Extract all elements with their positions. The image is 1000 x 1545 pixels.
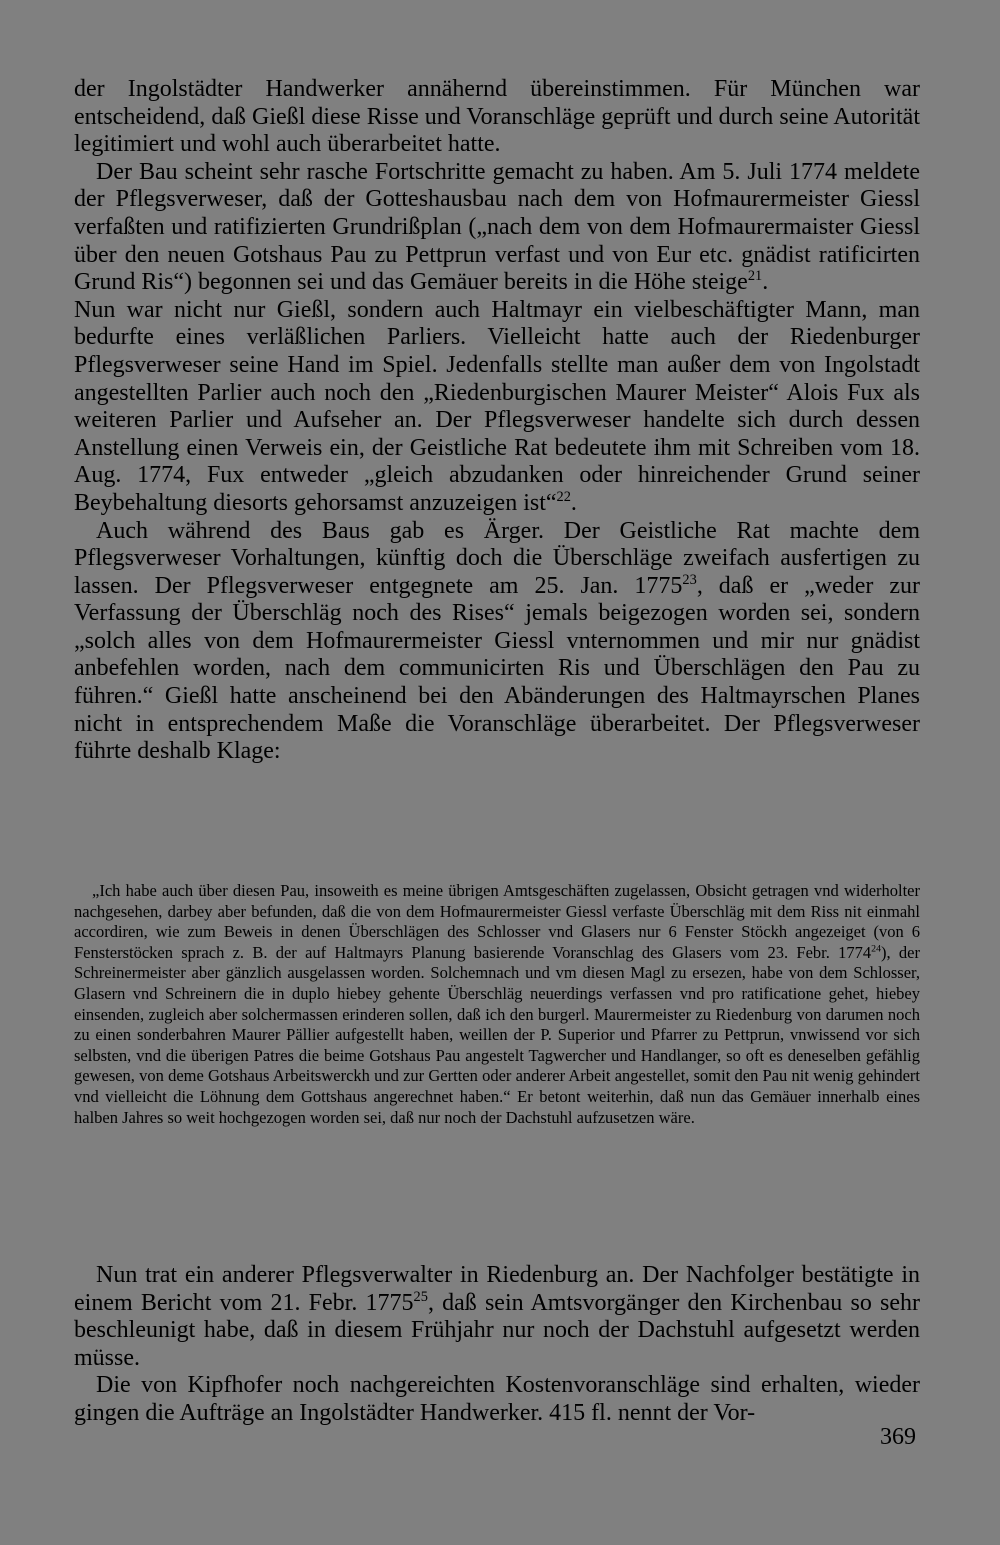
paragraph-3-text: Nun war nicht nur Gießl, sondern auch Haltmayr ein vielbeschäftigter Mann, man bedurfte eines verläßlichen Parliers. Vielleicht hatte auch der Riedenburger Pflegsverweser seine Hand im Spiel. Jedenfalls stellte man außer dem von Ingolstadt angestellten Parlier auch noch den „Riedenburgischen Maurer Meister“ Alois Fux als weiteren Parlier und Aufseher an. Der Pflegsverweser handelte sich durch dessen Anstellung einen Verweis ein, der Geistliche Rat bedeutete ihm mit Schreiben vom 18. Aug. 1774, Fux entweder „gleich abzudanken oder hinreichender Grund seiner Beybehaltung diesorts gehorsamst anzuzeigen ist“	[74, 296, 920, 516]
lower-text-block	[74, 1262, 920, 1428]
paragraph-3-tail: .	[570, 489, 577, 516]
paragraph-5-tail: , daß sein Amtsvorgänger den Kirchenbau so sehr beschleunigt habe, daß in diesem Frühjahr nur noch der Dachstuhl aufgesetzt werden müsse.	[74, 1289, 920, 1371]
quote-text: „Ich habe auch über diesen Pau, insoweith es meine übrigen Amtsgeschäften zugelassen, Obsicht getragen vnd widerholter nachgesehen, darbey aber befunden, daß die von dem Hofmaurermeister Giessl verfaste Überschläg mit dem Riss nit einmahl accordiren, wie zum Beweis in denen Überschlägen des Schlosser vnd Glasers nur 6 Fenster Stöckh angezeiget (von 6 Fensterstöcken sprach z. B. der auf Haltmayrs Planung basierende Voranschlag des Glasers vom 23. Febr. 1774	[74, 881, 920, 962]
page-number: 369	[880, 1424, 916, 1450]
paragraph-2-tail: .	[762, 269, 769, 296]
footnote-ref-22: 22	[556, 488, 571, 505]
block-quote	[74, 881, 920, 1128]
footnote-ref-24: 24	[871, 943, 882, 955]
quote-paragraph	[74, 881, 920, 1128]
paragraph-1-text: der Ingolstädter Handwerker annähernd übereinstimmen. Für München war entscheidend, daß Gießl diese Risse und Voranschläge geprüft und durch seine Autorität legitimiert und wohl auch überarbeitet hatte.	[74, 76, 920, 158]
paragraph-6	[74, 1372, 920, 1427]
paragraph-4-tail: , daß er „weder zur Verfassung der Überschläg noch des Rises“ jemals beigezogen worden sei, sondern „solch alles von dem Hofmaurermeister Giessl vnternommen und mir nur gnädist anbefehlen worden, nach dem communicirten Ris und Überschlägen den Pau zu führen.“ Gießl hatte anscheinend bei den Abänderungen des Haltmayrschen Planes nicht in entsprechendem Maße die Voranschläge überarbeitet. Der Pflegsverweser führte deshalb Klage:	[74, 572, 920, 765]
paragraph-5-text: Nun trat ein anderer Pflegsverwalter in Riedenburg an. Der Nachfolger bestätigte in einem Bericht vom 21. Febr. 1775	[74, 1262, 920, 1316]
footnote-ref-21: 21	[747, 268, 763, 285]
footnote-ref-23: 23	[682, 571, 697, 588]
document-page	[74, 74, 920, 1514]
upper-text-block	[74, 76, 920, 766]
paragraph-4	[74, 518, 920, 766]
paragraph-3	[74, 297, 920, 518]
paragraph-6-text: Die von Kipfhofer noch nachgereichten Kostenvoranschläge sind erhalten, wieder gingen die Aufträge an Ingolstädter Handwerker. 415 fl. nennt der Vor-	[74, 1372, 920, 1426]
paragraph-4-text: Auch während des Baus gab es Ärger. Der Geistliche Rat machte dem Pflegsverweser Vorhaltungen, künftig doch die Überschläge zweifach ausfertigen zu lassen. Der Pflegsverweser entgegnete am 25. Jan. 1775	[74, 517, 920, 599]
paragraph-1	[74, 76, 920, 159]
paragraph-2-text: Der Bau scheint sehr rasche Fortschritte gemacht zu haben. Am 5. Juli 1774 meldete der Pflegsverweser, daß der Gotteshausbau nach dem von Hofmaurermeister Giessl verfaßten und ratifizierten Grundrißplan („nach dem von dem Hofmaurermaister Giessl über den neuen Gotshaus Pau zu Pettprun verfast und von Eur etc. gnädist ratificirten Grund Ris“) begonnen sei und das Gemäuer bereits in die Höhe steige	[74, 158, 920, 296]
paragraph-5	[74, 1262, 920, 1372]
paragraph-2	[74, 159, 920, 297]
footnote-ref-25: 25	[413, 1288, 428, 1305]
quote-tail: ), der Schreinermeister aber gänzlich ausgelassen worden. Solchemnach und vm diesen Magl zu ersezen, habe von dem Schlosser, Glasern vnd Schreinern die in duplo hiebey gehente Überschläg neuerdings verfassen vnd pro ratificatione gehet, hiebey einsenden, zugleich aber solchermassen erinderen sollen, daß ich den burgerl. Maurermeister zu Riedenburg von darumen noch zu einen sonderbahren Maurer Pällier aufgestellt haben, weillen der P. Superior und Pfarrer zu Pettprun, vnwissend vor sich selbsten, vnd die überigen Patres die beime Gotshaus Pau angestelt Tagwercher und Handlanger, so oft es deneselben gefählig gewesen, von deme Gotshaus Arbeitswerckh und zur Gertten oder anderer Arbeit angestellet, somit den Pau nit wenig gehindert vnd vielleicht die Löhnung dem Gottshaus angerechnet haben.“ Er betont weiterhin, daß nun das Gemäuer innerhalb eines halben Jahres so weit hochgezogen worden sei, daß nur noch der Dachstuhl aufzusetzen wäre.	[74, 942, 920, 1127]
